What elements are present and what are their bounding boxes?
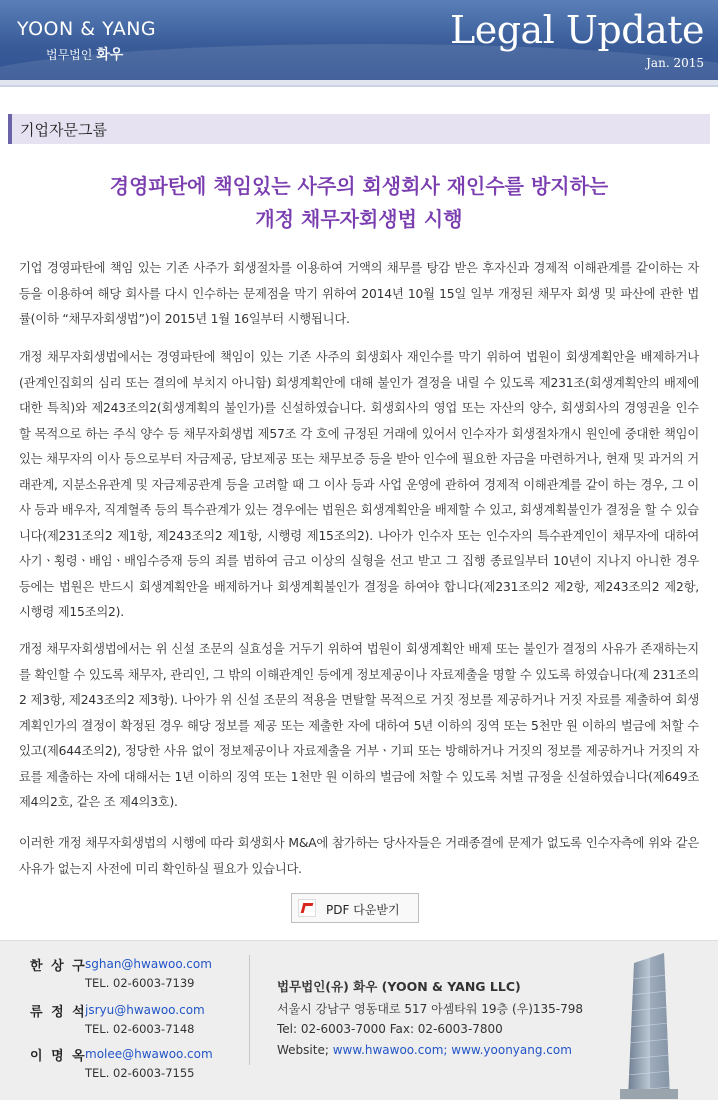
header-banner <box>0 0 718 80</box>
header-divider-2 <box>0 85 718 87</box>
article-title <box>0 170 718 236</box>
practice-group-bar <box>8 114 710 144</box>
contact-tel: TEL. 02-6003-7155 <box>85 1066 195 1080</box>
logo-wordmark[interactable]: YOON & YANG <box>17 18 157 40</box>
website-label: Website; <box>277 1043 329 1057</box>
newsletter-title: Legal Update <box>449 8 704 52</box>
issue-date: Jan. 2015 <box>646 56 704 70</box>
logo-subtitle <box>46 44 123 64</box>
logo-sub-name: 화우 <box>96 47 124 63</box>
article-paragraph-3: 개정 채무자회생법에서는 위 신설 조문의 실효성을 거두기 위하여 법원이 회생계획안 배제 또는 불인가 결정의 사유가 존재하는지를 확인할 수 있도록 채무자, 관리인, 그 밖의 이해관계인 등에게 정보제공이나 자료제출을 명할 수 있도록 하였습니다(제 231조의2 제3항, 제243조의2 제3항). 나아가 위 신설 조문의 적용을 면탈할 목적으로 거짓 정보를 제공하거나 거짓 자료를 제출하여 회생계획인가의 결정이 확정된 경우 해당 정보를 제공 또는 제출한 자에 대하여 5년 이하의 징역 또는 5천만 원 이하의 벌금에 처할 수 있고(제644조의2), 정당한 사유 없이 정보제공이나 자료제출을 거부ㆍ기피 또는 방해하거나 거짓의 정보를 제공하거나 거짓의 자료를 제출하는 자에 대해서는 1년 이하의 징역 또는 1천만 원 이하의 벌금에 처할 수 있도록 처벌 규정을 신설하였습니다(제649조 제4의2호, 같은 조 제4의3호). <box>19 642 699 809</box>
website-link-yoonyang[interactable]: www.yoonyang.com <box>451 1043 572 1057</box>
article-title-line-2: 개정 채무자회생법 시행 <box>255 207 463 231</box>
firm-address: 서울시 강남구 영동대로 517 아셈타워 19층 (우)135-798 <box>277 1002 584 1016</box>
footer-vertical-divider <box>249 955 250 1065</box>
article-title-line-1: 경영파탄에 책임있는 사주의 회생회사 재인수를 방지하는 <box>109 174 609 198</box>
article-paragraph-4: 이러한 개정 채무자회생법의 시행에 따라 회생회사 M&A에 참가하는 당사자들은 거래종결에 문제가 없도록 인수자측에 위와 같은 사유가 없는지 사전에 미리 확인하실 필요가 있습니다. <box>19 836 699 876</box>
pdf-icon <box>298 899 316 917</box>
contact-email-link[interactable]: jsryu@hwawoo.com <box>85 1003 205 1017</box>
office-building-illustration <box>620 949 678 1099</box>
contact-name: 이 명 옥 <box>30 1049 87 1064</box>
contact-tel: TEL. 02-6003-7139 <box>85 976 195 990</box>
pdf-download-label: PDF 다운받기 <box>326 903 400 917</box>
footer <box>0 941 718 1100</box>
article-paragraph-2: 개정 채무자회생법에서는 경영파탄에 책임이 있는 기존 사주의 회생회사 재인수를 막기 위하여 법원이 회생계획안을 배제하거나(관계인집회의 심리 또는 결의에 부치지 아니함) 회생계획안에 대해 불인가 결정을 내릴 수 있도록 제231조(회생계획안의 배제에 대한 특칙)와 제243조의2(회생계획의 불인가)를 신설하였습니다. 회생회사의 영업 또는 자산의 양수, 회생회사의 경영권을 인수할 목적으로 하는 주식 양수 등 채무자회생법 제57조 각 호에 규정된 거래에 있어서 인수자가 회생절차개시 원인에 중대한 책임이 있는 채무자의 이사 등으로부터 자금제공, 담보제공 또는 채무보증 등을 받아 인수에 필요한 자금을 마련하거나, 현재 및 과거의 거래관계, 지분소유관계 및 자금제공관계 등을 고려할 때 그 이사 등과 사업 운영에 관하여 경제적 이해관계를 같이 하는 경우, 그 이사 등과 배우자, 직계혈족 등의 특수관계가 있는 경우에는 법원은 회생계획안을 배제할 수 있고, 회생계획불인가 결정을 할 수 있습니다(제231조의2 제1항, 제243조의2 제1항, 시행령 제15조의2). 나아가 인수자 또는 인수자의 특수관계인이 채무자에 대하여 사기ㆍ횡령ㆍ배임ㆍ배임수증재 등의 죄를 범하여 금고 이상의 실형을 선고 받고 그 집행 종료일부터 10년이 지나지 아니한 경우 등에는 법원은 반드시 회생계획안을 배제하거나 회생계획불인가 결정을 하여야 합니다(제231조의2 제2항, 제243조의2 제2항, 시행령 제15조의2). <box>19 350 699 619</box>
firm-tel-fax: Tel: 02-6003-7000 Fax: 02-6003-7800 <box>277 1022 503 1036</box>
pdf-download-button[interactable] <box>291 893 419 923</box>
firm-website <box>277 1043 572 1057</box>
contact-email-link[interactable]: sghan@hwawoo.com <box>85 957 212 971</box>
group-bar-accent <box>8 114 12 144</box>
contact-name: 류 정 석 <box>30 1005 87 1020</box>
contact-name: 한 상 구 <box>30 959 87 974</box>
practice-group-label: 기업자문그룹 <box>20 121 107 139</box>
firm-name: 법무법인(유) 화우 (YOON & YANG LLC) <box>277 979 521 994</box>
website-link-hwawoo[interactable]: www.hwawoo.com; <box>332 1043 448 1057</box>
article-paragraph-1: 기업 경영파탄에 책임 있는 기존 사주가 회생절차를 이용하여 거액의 채무를 탕감 받은 후자신과 경제적 이해관계를 같이하는 자 등을 이용하여 해당 회사를 다시 인수하는 문제점을 막기 위하여 2014년 10월 15일 일부 개정된 채무자 회생 및 파산에 관한 법률(이하 “채무자회생법”)이 2015년 1월 16일부터 시행됩니다. <box>19 261 699 326</box>
contact-email-link[interactable]: molee@hwawoo.com <box>85 1047 213 1061</box>
contact-tel: TEL. 02-6003-7148 <box>85 1022 195 1036</box>
logo-sub-prefix: 법무법인 <box>46 48 93 62</box>
